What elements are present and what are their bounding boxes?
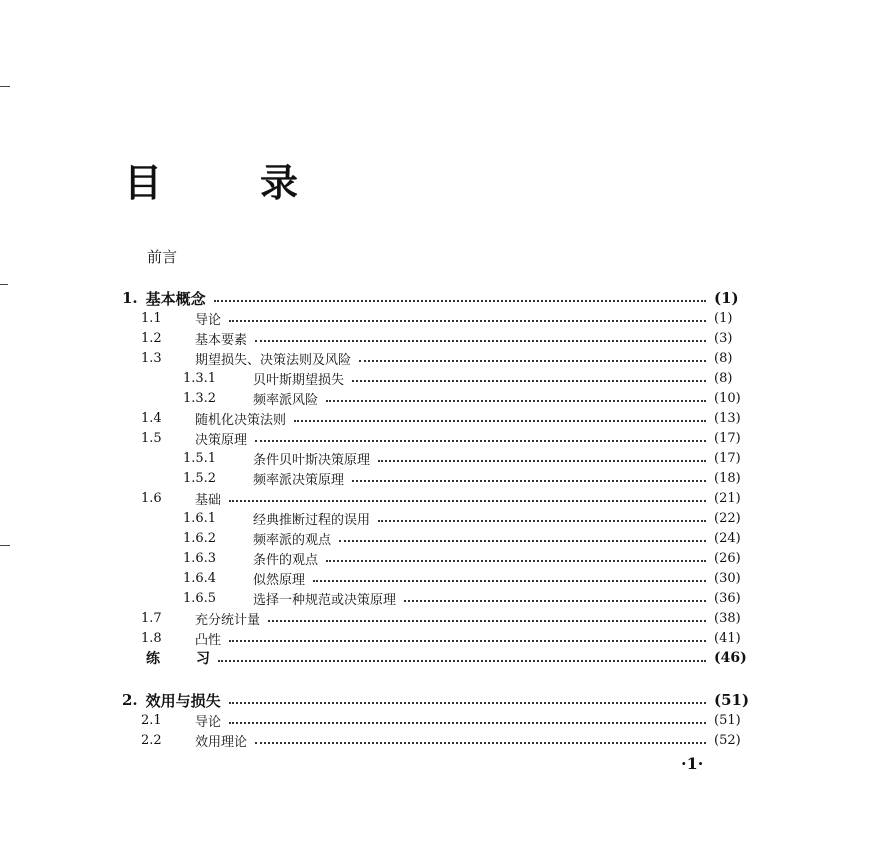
toc-subsection xyxy=(0,448,870,468)
toc-label: 效用与损失 xyxy=(145,691,221,710)
toc-number: 练 xyxy=(146,651,160,667)
toc-label: 充分统计量 xyxy=(195,612,261,628)
dot-leader xyxy=(255,340,706,342)
dot-leader xyxy=(255,440,706,442)
dot-leader xyxy=(339,540,706,542)
dot-leader xyxy=(214,300,706,302)
page-number: ·1· xyxy=(681,754,704,773)
toc-page: (41) xyxy=(714,630,741,646)
toc-number: 1.6 xyxy=(141,490,162,506)
toc-number: 1.7 xyxy=(141,610,162,626)
toc-number: 1.6.3 xyxy=(183,550,217,566)
scan-mark xyxy=(0,545,10,546)
toc-section xyxy=(0,628,870,648)
dot-leader xyxy=(378,520,706,522)
toc-label: 期望损失、决策法则及风险 xyxy=(195,352,352,368)
toc-label: 凸性 xyxy=(195,632,222,648)
dot-leader xyxy=(268,620,706,622)
dot-leader xyxy=(404,600,706,602)
dot-leader xyxy=(229,320,706,322)
toc-page: (51) xyxy=(714,712,741,728)
toc-number: 1. xyxy=(122,289,138,307)
toc-label: 经典推断过程的误用 xyxy=(253,512,371,528)
toc-page: (46) xyxy=(714,650,747,666)
toc-number: 2.2 xyxy=(141,732,162,748)
toc-subsection xyxy=(0,588,870,608)
toc-section xyxy=(0,608,870,628)
dot-leader xyxy=(255,742,706,744)
toc-number: 1.6.1 xyxy=(183,510,217,526)
toc-section xyxy=(0,710,870,730)
toc-number: 1.5.2 xyxy=(183,470,217,486)
toc-exercises xyxy=(0,648,870,668)
dot-leader xyxy=(218,660,706,662)
dot-leader xyxy=(294,420,706,422)
toc-page: (17) xyxy=(714,430,741,446)
toc-number: 2. xyxy=(122,691,138,709)
toc-page: (13) xyxy=(714,410,741,426)
toc-label: 决策原理 xyxy=(195,432,248,448)
dot-leader xyxy=(229,640,706,642)
dot-leader xyxy=(326,560,706,562)
toc-number: 1.5 xyxy=(141,430,162,446)
toc-number: 1.3.1 xyxy=(183,370,217,386)
toc-page: (26) xyxy=(714,550,741,566)
dot-leader xyxy=(378,460,706,462)
toc-page: (1) xyxy=(714,289,739,307)
toc-page: (8) xyxy=(714,370,733,386)
toc-subsection xyxy=(0,388,870,408)
title-char-2: 录 xyxy=(260,161,299,205)
toc-number: 1.3.2 xyxy=(183,390,217,406)
toc-page: (1) xyxy=(714,310,733,326)
toc-label: 习 xyxy=(196,651,210,667)
toc-number: 1.6.5 xyxy=(183,590,217,606)
toc-number: 1.6.2 xyxy=(183,530,217,546)
toc-label: 效用理论 xyxy=(195,734,248,750)
toc-number: 1.5.1 xyxy=(183,450,217,466)
dot-leader xyxy=(352,480,706,482)
toc-label: 基本要素 xyxy=(195,332,248,348)
toc-label: 似然原理 xyxy=(253,572,306,588)
preface-entry: 前言 xyxy=(147,248,178,266)
toc-label: 条件的观点 xyxy=(253,552,319,568)
toc-label: 基本概念 xyxy=(145,289,206,308)
toc-subsection xyxy=(0,368,870,388)
toc-page: (21) xyxy=(714,490,741,506)
toc-page: (10) xyxy=(714,390,741,406)
toc-number: 2.1 xyxy=(141,712,162,728)
scan-mark xyxy=(0,284,8,285)
toc-section xyxy=(0,730,870,750)
toc-number: 1.8 xyxy=(141,630,162,646)
toc-page: (30) xyxy=(714,570,741,586)
toc-number: 1.6.4 xyxy=(183,570,217,586)
dot-leader xyxy=(229,702,706,704)
toc-label: 条件贝叶斯决策原理 xyxy=(253,452,371,468)
toc-label: 导论 xyxy=(195,714,222,730)
toc-label: 基础 xyxy=(195,492,222,508)
scan-mark xyxy=(0,86,10,87)
toc-subsection xyxy=(0,528,870,548)
toc-label: 选择一种规范或决策原理 xyxy=(253,592,397,608)
toc-page: (22) xyxy=(714,510,741,526)
toc-page: (52) xyxy=(714,732,741,748)
dot-leader xyxy=(229,722,706,724)
title-char-1: 目 xyxy=(124,161,163,205)
toc-section xyxy=(0,308,870,328)
toc-subsection xyxy=(0,508,870,528)
toc-label: 导论 xyxy=(195,312,222,328)
dot-leader xyxy=(352,380,706,382)
dot-leader xyxy=(229,500,706,502)
toc-section xyxy=(0,328,870,348)
toc-page: (36) xyxy=(714,590,741,606)
toc-subsection xyxy=(0,568,870,588)
toc-number: 1.3 xyxy=(141,350,162,366)
dot-leader xyxy=(359,360,706,362)
toc-page: (8) xyxy=(714,350,733,366)
toc-subsection xyxy=(0,468,870,488)
toc-section xyxy=(0,408,870,428)
toc-label: 贝叶斯期望损失 xyxy=(253,372,345,388)
dot-leader xyxy=(313,580,706,582)
toc-page: (38) xyxy=(714,610,741,626)
toc-label: 频率派的观点 xyxy=(253,532,332,548)
dot-leader xyxy=(326,400,706,402)
toc-label: 频率派决策原理 xyxy=(253,472,345,488)
toc-label: 随机化决策法则 xyxy=(195,412,287,428)
toc-number: 1.1 xyxy=(141,310,162,326)
toc-page: (17) xyxy=(714,450,741,466)
toc-section xyxy=(0,348,870,368)
toc-page: (24) xyxy=(714,530,741,546)
toc-label: 频率派风险 xyxy=(253,392,319,408)
toc-number: 1.4 xyxy=(141,410,162,426)
toc-section xyxy=(0,428,870,448)
toc-number: 1.2 xyxy=(141,330,162,346)
toc-chapter xyxy=(0,288,870,308)
toc-chapter xyxy=(0,690,870,710)
toc-page: (51) xyxy=(714,691,750,709)
toc-page: (3) xyxy=(714,330,733,346)
toc-page: (18) xyxy=(714,470,741,486)
toc-section xyxy=(0,488,870,508)
toc-subsection xyxy=(0,548,870,568)
